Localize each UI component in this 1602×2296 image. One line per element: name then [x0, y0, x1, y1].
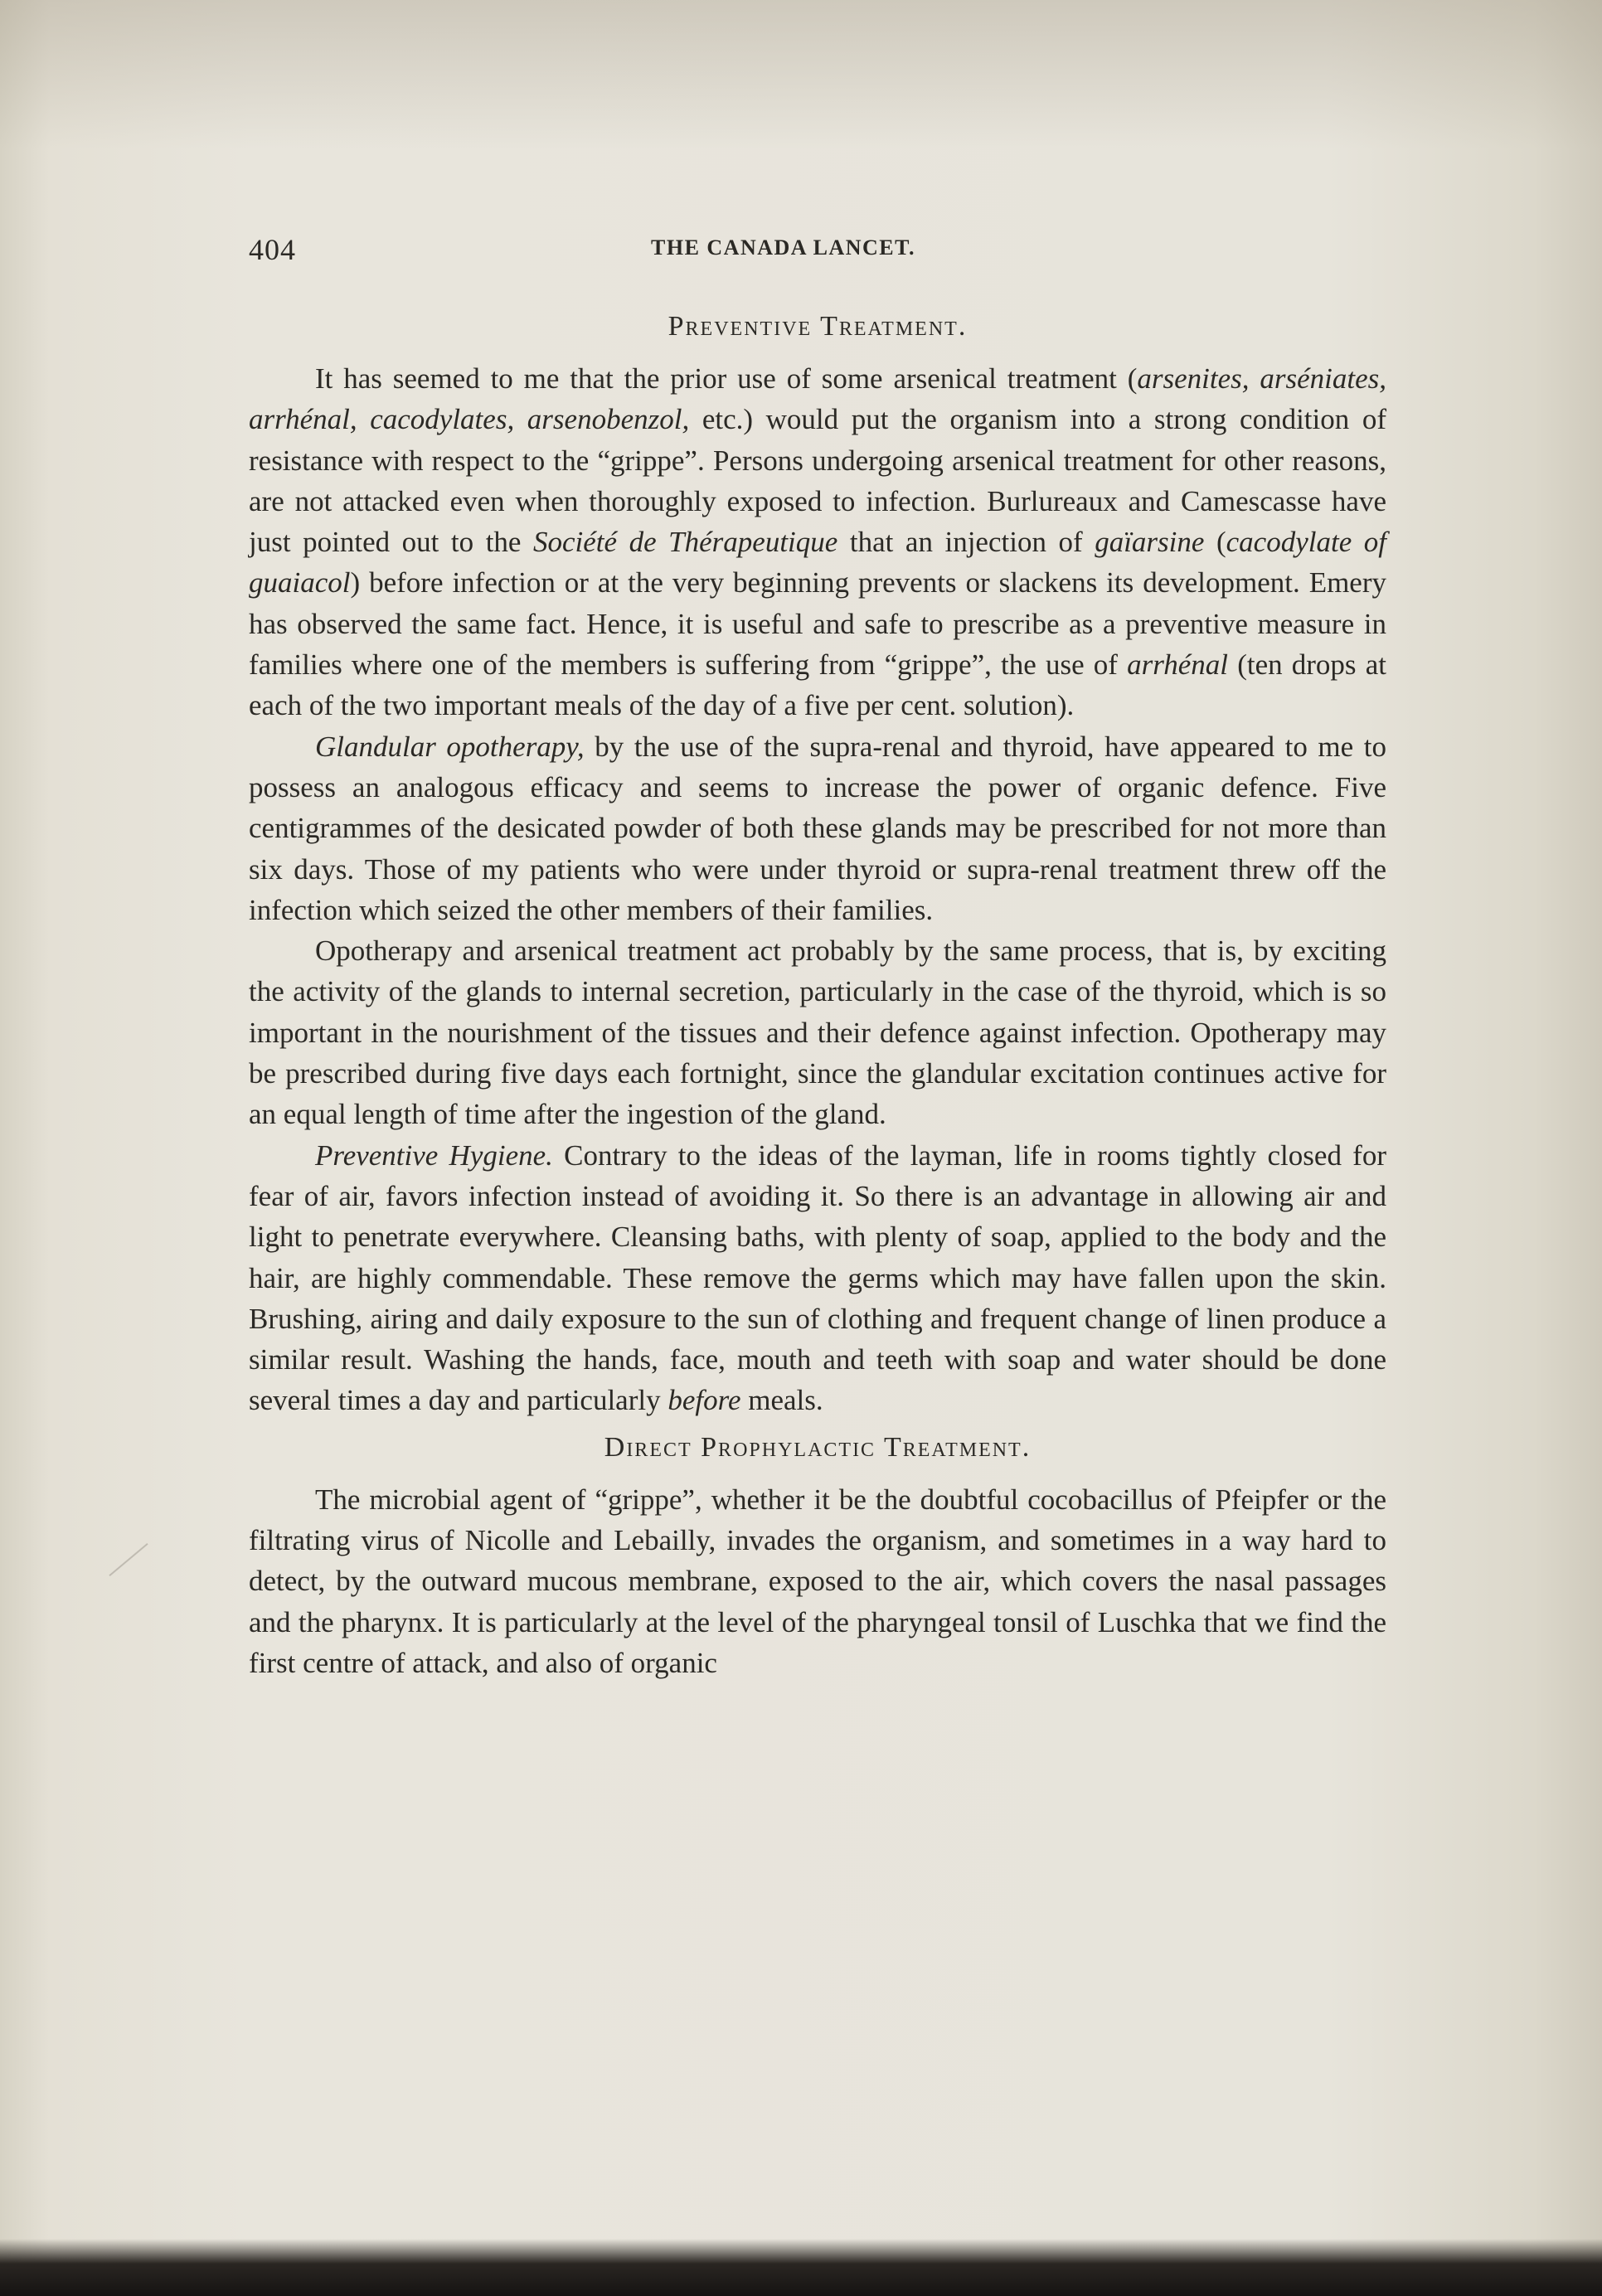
page-bottom-edge-shadow — [0, 2239, 1602, 2296]
text-run: (ten drops at each of the two important meals of the day of a five per cent. solution). — [249, 648, 1386, 722]
page-number: 404 — [249, 233, 296, 266]
text-run: ( — [1204, 526, 1226, 559]
text-run: etc.) would put the organism into a strong condition of resistance with respect to the “grippe”. Persons undergoing arsenical treatment for other reasons, are not attacked even when thoroughly exposed to infection. Burlureaux and Camescasse have just pointed out to the — [249, 403, 1387, 559]
text-run: It has seemed to me that the prior use of some arsenical treatment ( — [315, 362, 1138, 395]
text-run: Opotherapy and arsenical treatment act probably by the same process, that is, by exciting the activity of the glands to internal secretion, particularly in the case of the thyroid, which is so important in the nourishment of the tissues and their defence against infection. Opotherapy may be prescribed during five days each fortnight, since the glandular excitation continues active for an equal length of time after the ingestion of the gland. — [249, 934, 1386, 1131]
paragraph — [249, 726, 1386, 930]
text-run: that an injection of — [837, 526, 1095, 559]
text-block — [249, 224, 1386, 1683]
section-heading: Direct Prophylactic Treatment. — [604, 1431, 1032, 1463]
italic-text: gaïarsine — [1095, 526, 1205, 559]
italic-text: Société de Thérapeutique — [533, 526, 838, 559]
italic-text: Glandular opotherapy, — [315, 730, 585, 763]
italic-text: before — [668, 1384, 741, 1417]
paragraph — [249, 930, 1386, 1134]
paragraph — [249, 1479, 1386, 1683]
pencil-mark — [109, 1543, 148, 1576]
text-run: Contrary to the ideas of the layman, life in rooms tightly closed for fear of air, favors infection instead of avoiding it. So there is an advantage in allowing air and light to penetrate everywhere. Cleansing baths, with plenty of soap, applied to the body and the hair, are highly commendable. These remove the germs which may have fallen upon the skin. Brushing, airing and daily exposure to the sun of clothing and frequent change of linen produce a similar result. Washing the hands, face, mouth and teeth with soap and water should be done several times a day and particularly — [249, 1138, 1386, 1417]
section-preventive-treatment — [249, 307, 1386, 1421]
text-run: meals. — [740, 1384, 823, 1417]
italic-text: arsenites, arséniates, arrhénal, cacodylates, arsenobenzol, — [249, 362, 1387, 436]
text-run: ) before infection or at the very beginning prevents or slackens its development. Emery has observed the same fact. Hence, it is useful and safe to prescribe as a preventive measure in families where one of the members is suffering from “grippe”, the use of — [249, 566, 1386, 682]
paragraph — [249, 358, 1386, 726]
paragraph — [249, 1135, 1386, 1421]
text-run: by the use of the supra-renal and thyroid, have appeared to me to possess an analogous efficacy and seems to increase the power of organic defence. Five centigrammes of the desicated powder of both these glands may be prescribed for not more than six days. Those of my patients who were under thyroid or supra-renal treatment threw off the infection which seized the other members of their families. — [249, 730, 1387, 926]
italic-text: arrhénal — [1127, 648, 1229, 682]
journal-title: THE CANADA LANCET. — [651, 235, 916, 260]
text-run: The microbial agent of “grippe”, whether it be the doubtful cocobacillus of Pfeipfer or the filtrating virus of Nicolle and Lebailly, invades the organism, and sometimes in a way hard to detect, by the outward mucous membrane, exposed to the air, which covers the nasal passages and the pharynx. It is particularly at the level of the pharyngeal tonsil of Luschka that we find the first centre of attack, and also of organic — [249, 1483, 1386, 1679]
section-heading: Preventive Treatment. — [668, 311, 968, 342]
italic-text: Preventive Hygiene. — [315, 1138, 553, 1172]
italic-text: cacodylate of guaiacol — [249, 526, 1386, 599]
section-direct-prophylactic-treatment — [249, 1428, 1386, 1683]
running-head — [249, 224, 1386, 274]
